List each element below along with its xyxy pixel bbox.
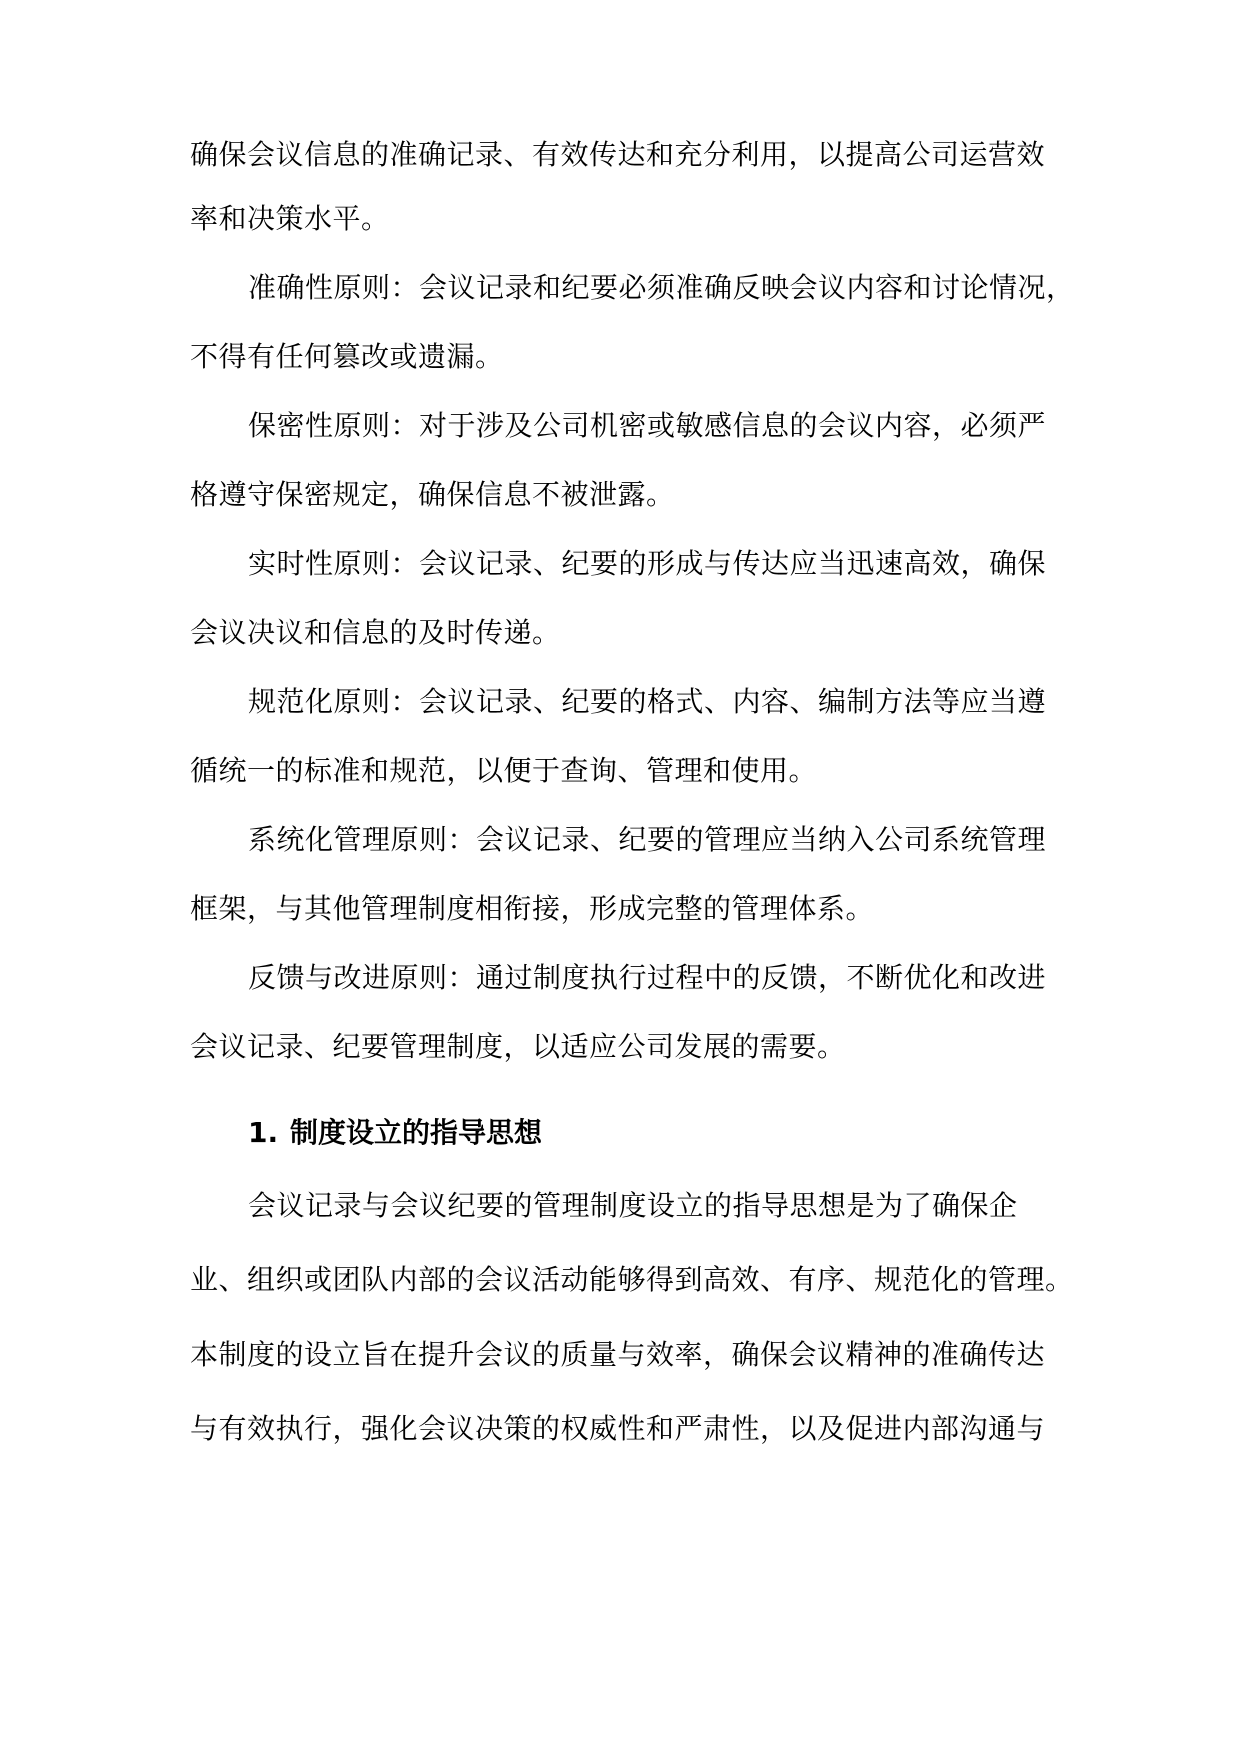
text-line: 框架，与其他管理制度相衔接，形成完整的管理体系。 — [190, 892, 875, 925]
text-line: 循统一的标准和规范，以便于查询、管理和使用。 — [190, 754, 818, 787]
text-line: 会议决议和信息的及时传递。 — [190, 616, 561, 649]
text-line: 率和决策水平。 — [190, 202, 390, 235]
principle-systematic-line: 系统化管理原则：会议记录、纪要的管理应当纳入公司系统管理 — [248, 823, 1047, 856]
text-line: 会议记录、纪要管理制度，以适应公司发展的需要。 — [190, 1030, 846, 1063]
section-number: 1. — [248, 1116, 279, 1149]
section-heading — [248, 1116, 542, 1150]
text-line: 确保会议信息的准确记录、有效传达和充分利用，以提高公司运营效 — [190, 138, 1046, 171]
text-line: 格遵守保密规定，确保信息不被泄露。 — [190, 478, 675, 511]
text-line: 本制度的设立旨在提升会议的质量与效率，确保会议精神的准确传达 — [190, 1338, 1046, 1371]
text-line: 不得有任何篡改或遗漏。 — [190, 340, 504, 373]
text-line: 业、组织或团队内部的会议活动能够得到高效、有序、规范化的管理。 — [190, 1263, 1074, 1296]
principle-accuracy-line: 准确性原则：会议记录和纪要必须准确反映会议内容和讨论情况， — [248, 271, 1075, 304]
text-line: 与有效执行，强化会议决策的权威性和严肃性，以及促进内部沟通与 — [190, 1412, 1046, 1445]
principle-feedback-line: 反馈与改进原则：通过制度执行过程中的反馈，不断优化和改进 — [248, 961, 1047, 994]
principle-standardization-line: 规范化原则：会议记录、纪要的格式、内容、编制方法等应当遵 — [248, 685, 1047, 718]
principle-timeliness-line: 实时性原则：会议记录、纪要的形成与传达应当迅速高效，确保 — [248, 547, 1047, 580]
principle-confidentiality-line: 保密性原则：对于涉及公司机密或敏感信息的会议内容，必须严 — [248, 409, 1047, 442]
section-title: 制度设立的指导思想 — [290, 1116, 543, 1149]
text-line: 会议记录与会议纪要的管理制度设立的指导思想是为了确保企 — [248, 1189, 1018, 1222]
